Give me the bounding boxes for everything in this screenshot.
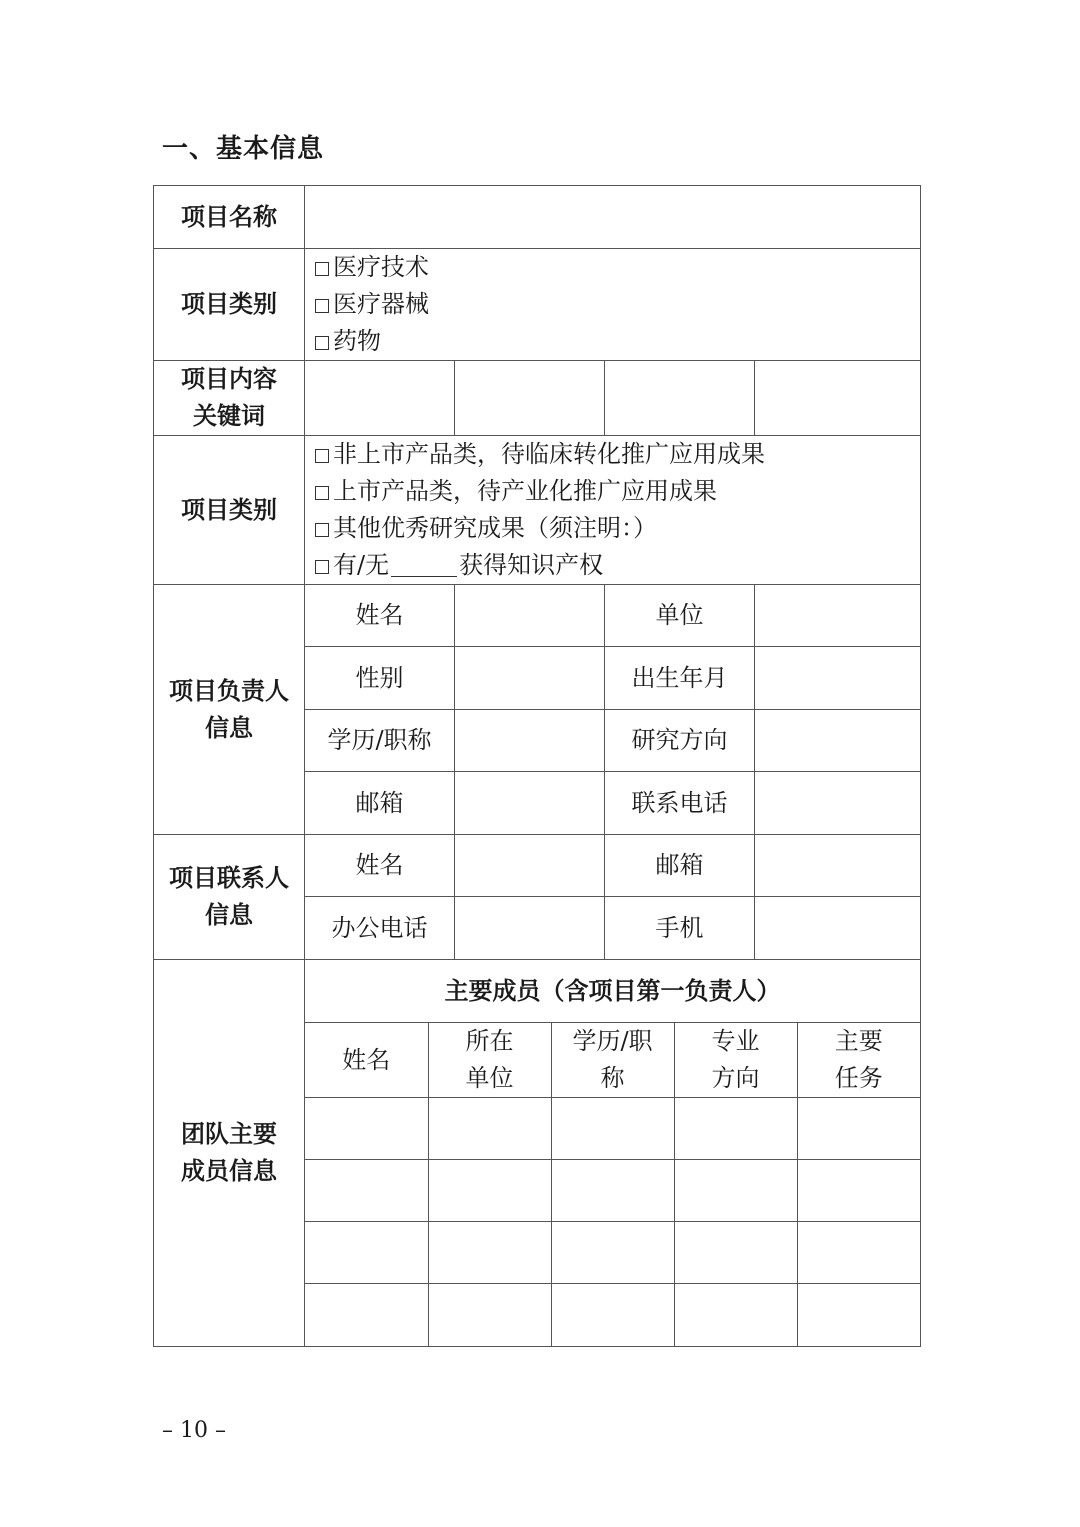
leader-field-label: 联系电话	[605, 772, 755, 835]
member-cell[interactable]	[797, 1160, 920, 1222]
table-row	[305, 1160, 920, 1222]
checkbox-icon[interactable]	[315, 449, 329, 463]
row-contact-1	[154, 835, 921, 897]
member-cell[interactable]	[428, 1284, 551, 1346]
member-cell[interactable]	[674, 1284, 797, 1346]
project-type-1-options	[305, 249, 921, 361]
contact-field-label: 姓名	[305, 835, 455, 897]
leader-field-value[interactable]	[455, 647, 605, 710]
leader-field-value[interactable]	[755, 585, 921, 647]
leader-field-label: 邮箱	[305, 772, 455, 835]
team-members-cell	[305, 960, 921, 1347]
section-title: 一、基本信息	[162, 134, 325, 164]
leader-field-value[interactable]	[755, 772, 921, 835]
leader-field-label: 性别	[305, 647, 455, 710]
member-cell[interactable]	[674, 1222, 797, 1284]
member-cell[interactable]	[305, 1222, 428, 1284]
keyword-cell-2[interactable]	[455, 361, 605, 436]
column-header-major: 专业 方向	[674, 1023, 797, 1098]
leader-field-value[interactable]	[455, 772, 605, 835]
member-cell[interactable]	[305, 1284, 428, 1346]
contact-field-value[interactable]	[455, 835, 605, 897]
member-cell[interactable]	[305, 1160, 428, 1222]
contact-field-label: 办公电话	[305, 897, 455, 960]
option-drug[interactable]: 药物	[315, 323, 920, 360]
project-type-2-options	[305, 436, 921, 585]
row-keywords	[154, 361, 921, 436]
keyword-cell-3[interactable]	[605, 361, 755, 436]
page-number: – 10 –	[162, 1418, 226, 1443]
team-caption-row	[305, 961, 920, 1023]
contact-field-value[interactable]	[755, 897, 921, 960]
leader-field-label: 单位	[605, 585, 755, 647]
option-unlisted-product[interactable]: 非上市产品类，待临床转化推广应用成果	[315, 436, 920, 473]
keyword-cell-1[interactable]	[305, 361, 455, 436]
table-row	[305, 1222, 920, 1284]
row-team	[154, 960, 921, 1347]
label-leader-info: 项目负责人 信息	[154, 585, 305, 835]
member-cell[interactable]	[551, 1098, 674, 1160]
leader-field-value[interactable]	[755, 710, 921, 772]
contact-field-label: 手机	[605, 897, 755, 960]
basic-info-form	[153, 185, 921, 1347]
row-project-type-1	[154, 249, 921, 361]
checkbox-icon[interactable]	[315, 299, 329, 313]
checkbox-icon[interactable]	[315, 523, 329, 537]
member-cell[interactable]	[797, 1098, 920, 1160]
column-header-name: 姓名	[305, 1023, 428, 1098]
member-cell[interactable]	[551, 1222, 674, 1284]
leader-field-label: 姓名	[305, 585, 455, 647]
member-cell[interactable]	[551, 1284, 674, 1346]
option-ip[interactable]: 有/无 获得知识产权	[315, 547, 920, 584]
label-team-info: 团队主要 成员信息	[154, 960, 305, 1347]
member-cell[interactable]	[674, 1160, 797, 1222]
keyword-cell-4[interactable]	[755, 361, 921, 436]
option-listed-product[interactable]: 上市产品类，待产业化推广应用成果	[315, 473, 920, 510]
ip-blank-line[interactable]	[391, 550, 457, 577]
option-medical-tech[interactable]: 医疗技术	[315, 249, 920, 286]
column-header-task: 主要 任务	[797, 1023, 920, 1098]
leader-field-value[interactable]	[755, 647, 921, 710]
member-cell[interactable]	[797, 1222, 920, 1284]
column-header-unit: 所在 单位	[428, 1023, 551, 1098]
table-row	[305, 1284, 920, 1346]
member-cell[interactable]	[305, 1098, 428, 1160]
member-cell[interactable]	[797, 1284, 920, 1346]
option-medical-device[interactable]: 医疗器械	[315, 286, 920, 323]
member-cell[interactable]	[428, 1098, 551, 1160]
label-project-name: 项目名称	[154, 186, 305, 249]
member-cell[interactable]	[428, 1222, 551, 1284]
contact-field-label: 邮箱	[605, 835, 755, 897]
contact-field-value[interactable]	[455, 897, 605, 960]
member-cell[interactable]	[428, 1160, 551, 1222]
leader-field-label: 研究方向	[605, 710, 755, 772]
label-keywords: 项目内容 关键词	[154, 361, 305, 436]
team-members-table	[305, 961, 920, 1346]
option-other-results[interactable]: 其他优秀研究成果（须注明：）	[315, 510, 920, 547]
row-project-type-2	[154, 436, 921, 585]
checkbox-icon[interactable]	[315, 560, 329, 574]
member-cell[interactable]	[674, 1098, 797, 1160]
checkbox-icon[interactable]	[315, 262, 329, 276]
team-header-row	[305, 1023, 920, 1098]
leader-field-value[interactable]	[455, 585, 605, 647]
contact-field-value[interactable]	[755, 835, 921, 897]
project-name-field[interactable]	[305, 186, 921, 249]
row-project-name	[154, 186, 921, 249]
checkbox-icon[interactable]	[315, 486, 329, 500]
member-cell[interactable]	[551, 1160, 674, 1222]
table-row	[305, 1098, 920, 1160]
team-caption: 主要成员（含项目第一负责人）	[305, 961, 920, 1023]
row-leader-1	[154, 585, 921, 647]
column-header-degree-title: 学历/职 称	[551, 1023, 674, 1098]
label-project-type-2: 项目类别	[154, 436, 305, 585]
leader-field-value[interactable]	[455, 710, 605, 772]
label-project-type-1: 项目类别	[154, 249, 305, 361]
checkbox-icon[interactable]	[315, 336, 329, 350]
leader-field-label: 出生年月	[605, 647, 755, 710]
leader-field-label: 学历/职称	[305, 710, 455, 772]
label-contact-info: 项目联系人 信息	[154, 835, 305, 960]
